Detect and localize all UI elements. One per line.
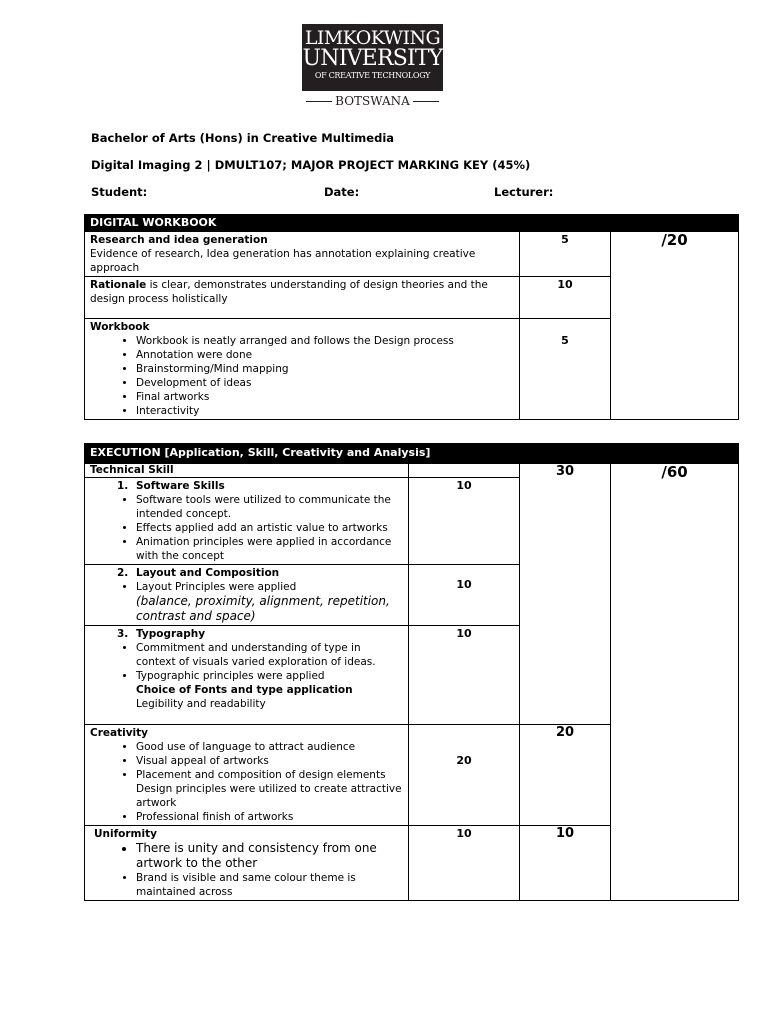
software-mark: 10: [409, 478, 520, 565]
typography-sub-title: Choice of Fonts and type application: [136, 684, 353, 696]
creativity-mark: 20: [409, 725, 520, 826]
layout-num: 2.: [117, 567, 129, 579]
list-item: • Effects applied add an artistic value to artworks: [136, 521, 403, 535]
execution-table: [84, 443, 739, 901]
execution-total: /60: [611, 464, 739, 901]
list-item: • Brainstorming/Mind mapping: [136, 362, 514, 376]
list-item: • Annotation were done: [136, 348, 514, 362]
typography-num: 3.: [117, 628, 129, 640]
typography-heading: [90, 627, 403, 641]
workbook-band: DIGITAL WORKBOOK: [85, 215, 739, 232]
list-item: • Brand is visible and same colour theme is maintained across: [136, 871, 403, 899]
creativity-extra: Design principles were utilized to create attractive artwork: [136, 783, 402, 809]
execution-band: EXECUTION [Application, Skill, Creativity and Analysis]: [85, 444, 739, 464]
logo-rule-left: [306, 101, 332, 102]
typography-cell: [85, 626, 409, 725]
rationale-text: is clear, demonstrates understanding of design theories and the design process holistically: [90, 279, 488, 305]
creativity-list: [90, 740, 403, 782]
creativity-total: 20: [520, 725, 611, 826]
logo-sub-text: BOTSWANA: [335, 94, 410, 108]
lecturer-label: Lecturer:: [494, 185, 554, 199]
software-list: [90, 493, 403, 563]
rationale-bold: Rationale: [90, 279, 147, 291]
module-title: Digital Imaging 2 | DMULT107; MAJOR PROJECT MARKING KEY (45%): [91, 158, 531, 172]
student-label: Student:: [91, 185, 148, 199]
layout-list: [90, 580, 403, 594]
research-cell: [85, 232, 520, 277]
layout-cell: [85, 565, 409, 626]
logo-rule-right: [413, 101, 439, 102]
list-item: • Development of ideas: [136, 376, 514, 390]
logo-line-1: LIMKOKWING: [304, 27, 441, 49]
creativity-list-2: [90, 810, 403, 824]
software-cell: [85, 478, 409, 565]
uniformity-total: 10: [520, 826, 611, 901]
research-title: Research and idea generation: [90, 234, 268, 246]
research-text: Evidence of research, Idea generation has annotation explaining creative approach: [90, 248, 476, 274]
list-item: • Final artworks: [136, 390, 514, 404]
wb-cell: [85, 319, 520, 420]
logo-line-2: UNIVERSITY: [302, 46, 443, 71]
typography-list: [90, 641, 403, 683]
list-item: • Layout Principles were applied: [136, 580, 403, 594]
list-item: • Professional finish of artworks: [136, 810, 403, 824]
rationale-mark: 10: [520, 277, 611, 319]
research-mark: 5: [520, 232, 611, 277]
software-num: 1.: [117, 480, 129, 492]
date-label: Date:: [324, 185, 360, 199]
technical-skill-label: Technical Skill: [85, 464, 409, 478]
list-item: • There is unity and consistency from one artwork to the other: [136, 841, 403, 871]
programme-title: Bachelor of Arts (Hons) in Creative Multimedia: [91, 131, 395, 145]
technical-total: 30: [520, 464, 611, 725]
workbook-total: /20: [611, 232, 739, 420]
creativity-cell: [85, 725, 409, 826]
typography-title: Typography: [136, 628, 206, 640]
layout-heading: [90, 566, 403, 580]
uniformity-list: [90, 841, 403, 899]
list-item: • Software tools were utilized to communicate the intended concept.: [136, 493, 403, 521]
list-item: • Interactivity: [136, 404, 514, 418]
technical-blank: [409, 464, 520, 478]
uniformity-title: Uniformity: [94, 828, 157, 840]
wb-mark: 5: [520, 319, 611, 420]
workbook-table: [84, 214, 739, 420]
uniformity-cell: [85, 826, 409, 901]
software-heading: [90, 479, 403, 493]
university-logo: [302, 24, 443, 91]
list-item: • Good use of language to attract audience: [136, 740, 403, 754]
layout-mark: 10: [409, 565, 520, 626]
software-title: Software Skills: [136, 480, 225, 492]
list-item: • Visual appeal of artworks: [136, 754, 403, 768]
list-item: • Workbook is neatly arranged and follows the Design process: [136, 334, 514, 348]
layout-title: Layout and Composition: [136, 567, 280, 579]
list-item: • Typographic principles were applied: [136, 669, 403, 683]
creativity-title: Creativity: [90, 727, 149, 739]
layout-principles: (balance, proximity, alignment, repetition, contrast and space): [136, 594, 390, 623]
rationale-cell: [85, 277, 520, 319]
uniformity-mark: 10: [409, 826, 520, 901]
typography-sub-text: Legibility and readability: [136, 698, 266, 710]
logo-line-3: OF CREATIVE TECHNOLOGY: [314, 71, 431, 80]
list-item: • Animation principles were applied in accordance with the concept: [136, 535, 403, 563]
list-item: • Placement and composition of design elements: [136, 768, 403, 782]
typography-mark: 10: [409, 626, 520, 725]
list-item: • Commitment and understanding of type in context of visuals varied exploration of ideas.: [136, 641, 403, 669]
wb-title: Workbook: [90, 321, 150, 333]
wb-list: [90, 334, 514, 418]
logo-subtitle: [302, 93, 443, 109]
